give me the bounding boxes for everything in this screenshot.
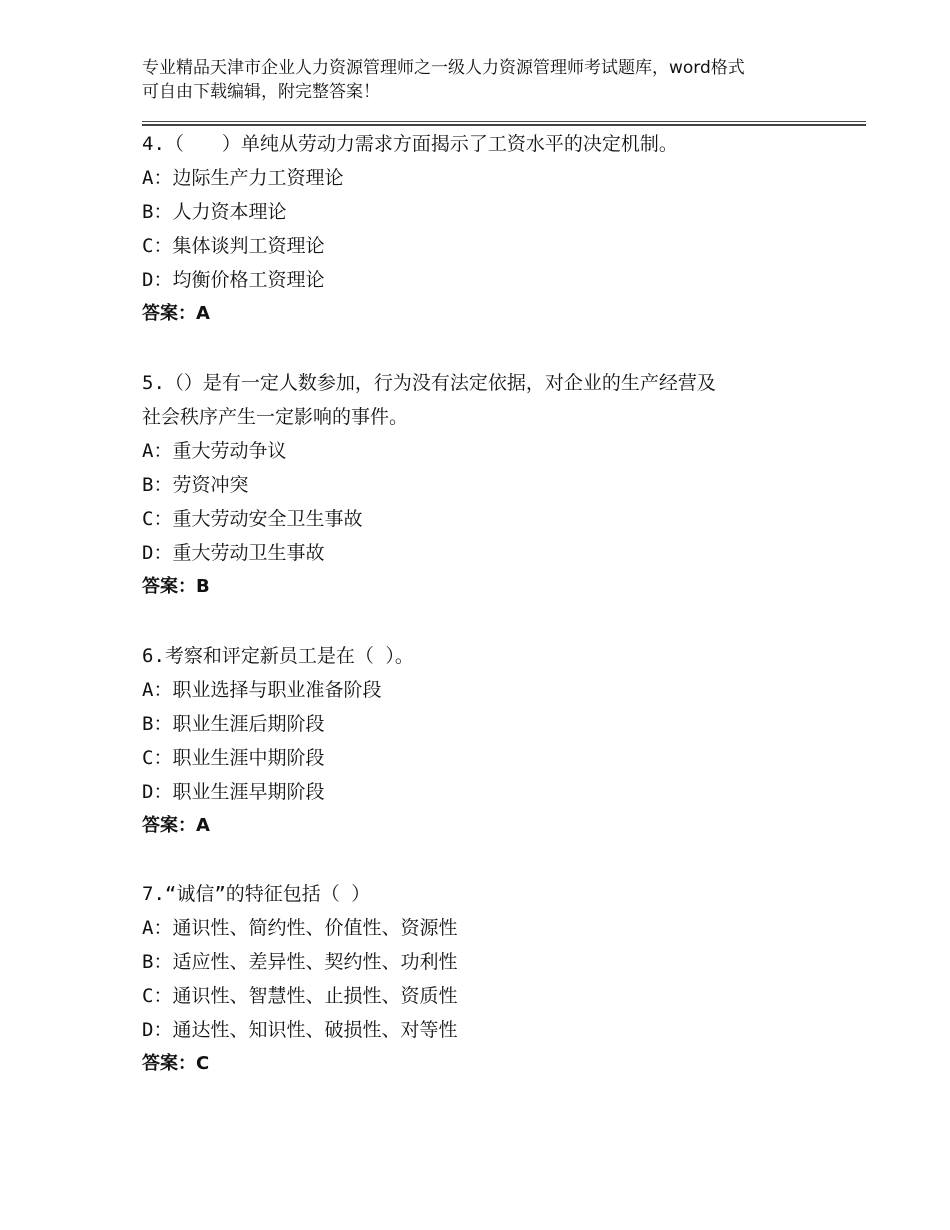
header-line-1: 专业精品天津市企业人力资源管理师之一级人力资源管理师考试题库，word格式 bbox=[142, 58, 745, 78]
option-c: C：集体谈判工资理论 bbox=[142, 235, 325, 257]
answer: 答案：A bbox=[142, 815, 210, 836]
option-c: C：重大劳动安全卫生事故 bbox=[142, 508, 363, 530]
option-a: A：边际生产力工资理论 bbox=[142, 167, 344, 189]
question-stem: 6.考察和评定新员工是在（ ）。 bbox=[142, 645, 414, 667]
option-c: C：通识性、智慧性、止损性、资质性 bbox=[142, 985, 458, 1007]
answer: 答案：C bbox=[142, 1053, 210, 1074]
question-stem-cont: 社会秩序产生一定影响的事件。 bbox=[142, 406, 409, 428]
header-rule-thin bbox=[142, 121, 866, 122]
question-stem: 4.（ ）单纯从劳动力需求方面揭示了工资水平的决定机制。 bbox=[142, 133, 678, 155]
option-b: B：劳资冲突 bbox=[142, 474, 249, 496]
option-d: D：职业生涯早期阶段 bbox=[142, 781, 325, 803]
option-d: D：重大劳动卫生事故 bbox=[142, 542, 325, 564]
question-6 bbox=[142, 639, 822, 843]
option-b: B：适应性、差异性、契约性、功利性 bbox=[142, 951, 458, 973]
question-stem: 5.（）是有一定人数参加，行为没有法定依据，对企业的生产经营及 bbox=[142, 372, 716, 394]
question-4 bbox=[142, 127, 822, 331]
question-stem: 7.“诚信”的特征包括（ ） bbox=[142, 883, 371, 905]
option-a: A：职业选择与职业准备阶段 bbox=[142, 679, 382, 701]
document-header bbox=[142, 56, 822, 104]
question-5 bbox=[142, 366, 822, 604]
option-a: A：重大劳动争议 bbox=[142, 440, 287, 462]
option-d: D：均衡价格工资理论 bbox=[142, 269, 325, 291]
option-c: C：职业生涯中期阶段 bbox=[142, 747, 325, 769]
header-rule-thick bbox=[142, 124, 866, 126]
option-a: A：通识性、简约性、价值性、资源性 bbox=[142, 917, 458, 939]
option-d: D：通达性、知识性、破损性、对等性 bbox=[142, 1019, 458, 1041]
option-b: B：人力资本理论 bbox=[142, 201, 287, 223]
answer: 答案：A bbox=[142, 303, 210, 324]
header-line-2: 可自由下载编辑，附完整答案！ bbox=[142, 82, 380, 102]
question-7 bbox=[142, 877, 822, 1081]
option-b: B：职业生涯后期阶段 bbox=[142, 713, 325, 735]
answer: 答案：B bbox=[142, 576, 210, 597]
